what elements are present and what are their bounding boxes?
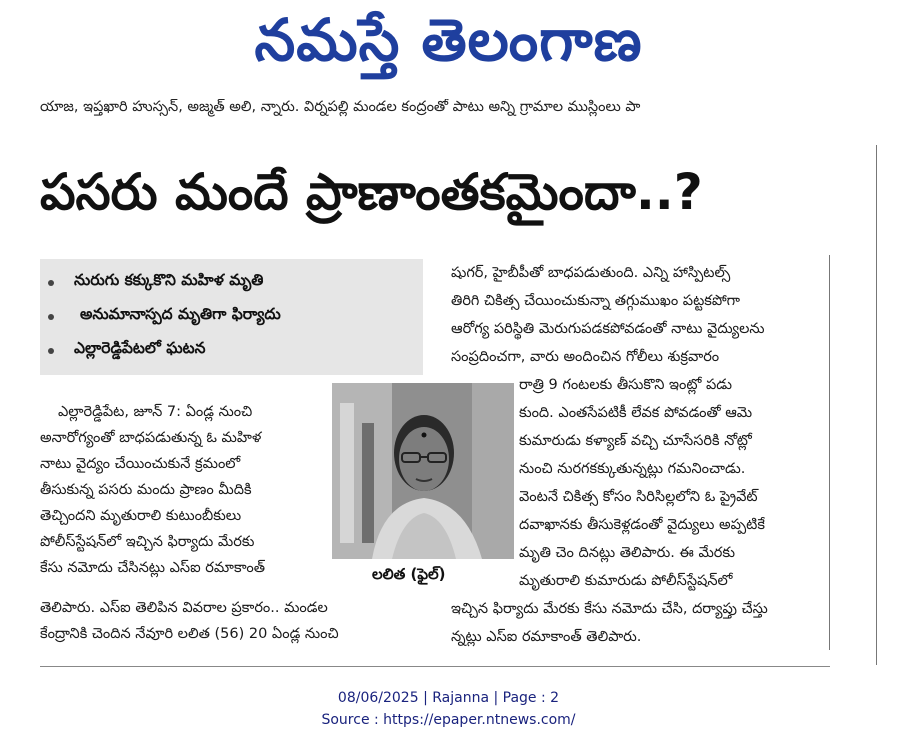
left-column-line: అనారోగ్యంతో బాధపడుతున్న ఓ మహిళ bbox=[40, 430, 262, 446]
highlight-text: ఎల్లారెడ్డిపేటలో ఘటన bbox=[74, 339, 206, 357]
previous-article-ticker: యాజ, ఇప్తఖారి హుస్సన్, అజ్మత్ అలి, న్నారు. విర్నపల్లి మండల కంద్రంతో పాటు అన్ని గ్రామాల ముస్లింలు పా bbox=[40, 99, 641, 115]
right-column-line: సంప్రదించగా, వారు అందించిన గోలీలు శుక్రవారం bbox=[451, 349, 720, 365]
right-column-line: మృతి చెం దినట్లు తెలిపారు. ఈ మేరకు bbox=[519, 545, 735, 561]
right-column-line: నుంచి నురగకక్కుతున్నట్లు గమనించాడు. bbox=[519, 461, 746, 477]
highlights-box bbox=[40, 259, 423, 375]
right-column-line: రాత్రి 9 గంటలకు తీసుకొని ఇంట్లో పడు bbox=[519, 377, 733, 393]
right-column-line: దవాఖానకు తీసుకెళ్లడంతో వైద్యులు అప్పటికే bbox=[519, 517, 765, 533]
source-link[interactable]: Source : https://epaper.ntnews.com/ bbox=[321, 712, 576, 728]
portrait-photo bbox=[332, 383, 514, 559]
left-column-line: తెలిపారు. ఎస్ఐ తెలిపిన వివరాల ప్రకారం.. మండల bbox=[40, 600, 328, 616]
bullet-icon bbox=[48, 348, 54, 354]
right-column-line: కుమారుడు కళ్యాణ్ వచ్చి చూసేసరికి నోట్లో bbox=[519, 433, 752, 449]
right-column-line: ఇచ్చిన ఫిర్యాదు మేరకు కేసు నమోదు చేసి, దర్యాప్తు చేస్తు bbox=[451, 601, 768, 617]
right-column-line: వెంటనే చికిత్స కోసం సిరిసిల్లలోని ఓ ప్రైవేట్ bbox=[519, 489, 758, 505]
left-column-line: ఎల్లారెడ్డిపేట, జూన్ 7: ఏండ్ల నుంచి bbox=[58, 404, 253, 420]
right-column-line: షుగర్, హైబీపీతో బాధపడుతుంది. ఎన్ని హాస్పిటల్స్ bbox=[451, 265, 731, 281]
right-column-line: న్నట్లు ఎస్ఐ రమాకాంత్ తెలిపారు. bbox=[451, 629, 642, 645]
right-column-line: మృతురాలి కుమారుడు పోలీస్‌స్టేషన్‌లో bbox=[519, 573, 733, 589]
woman-portrait-icon bbox=[332, 383, 514, 559]
right-column-line: కుంది. ఎంతసేపటికీ లేవక పోవడంతో ఆమె bbox=[519, 405, 753, 421]
highlight-text: అనుమానాస్పద మృతిగా ఫిర్యాదు bbox=[80, 305, 281, 323]
masthead-title: నమస్తే తెలంగాణ bbox=[254, 6, 643, 74]
edition-info: 08/06/2025 | Rajanna | Page : 2 bbox=[337, 690, 560, 706]
left-column-line: కేంద్రానికి చెందిన నేవూరి లలిత (56) 20 ఏండ్ల నుంచి bbox=[40, 626, 339, 642]
highlight-text: నురుగు కక్కుకొని మహిళ మృతి bbox=[74, 271, 264, 289]
left-column-line: తెచ్చిందని మృతురాలి కుటుంబీకులు bbox=[40, 508, 242, 524]
right-column-line: తిరిగి చికిత్స చేయించుకున్నా తగ్గుముఖం పట్టకపోగా bbox=[451, 293, 740, 309]
column-divider-top bbox=[876, 145, 877, 665]
newspaper-masthead bbox=[0, 0, 897, 80]
right-column-line: ఆరోగ్య పరిస్థితి మెరుగుపడకపోవడంతో నాటు వైద్యులను bbox=[451, 321, 765, 337]
bottom-rule bbox=[40, 666, 830, 667]
photo-caption: లలిత (ఫైల్) bbox=[372, 565, 446, 583]
article-headline: పసరు మందే ప్రాణాంతకమైందా..? bbox=[40, 163, 703, 221]
left-column-line: పోలీస్‌స్టేషన్‌లో ఇచ్చిన ఫిర్యాదు మేరకు bbox=[40, 534, 255, 550]
bullet-icon bbox=[48, 280, 54, 286]
left-column-line: నాటు వైద్యం చేయించుకునే క్రమంలో bbox=[40, 456, 241, 472]
left-column-line: తీసుకున్న పసరు మందు ప్రాణం మీదికి bbox=[40, 482, 252, 498]
bullet-icon bbox=[48, 314, 54, 320]
column-divider-right bbox=[829, 255, 830, 650]
left-column-line: కేసు నమోదు చేసినట్లు ఎస్ఐ రమాకాంత్ bbox=[40, 560, 265, 576]
